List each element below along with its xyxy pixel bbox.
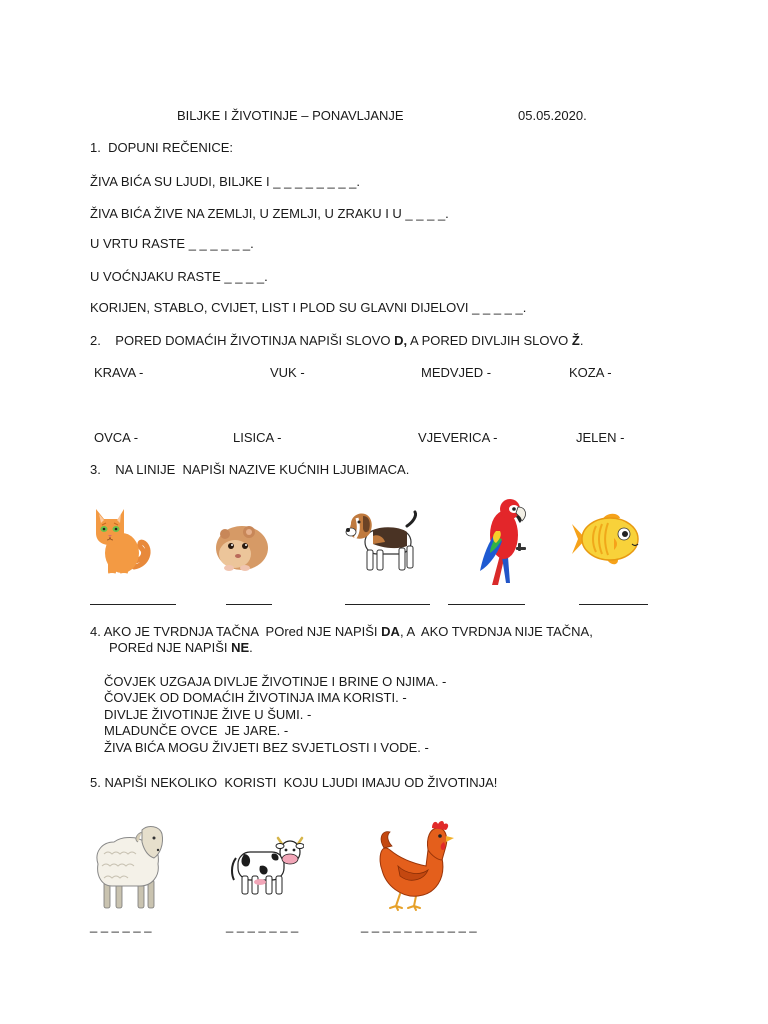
q2-number: 2. [90, 333, 101, 348]
q3-instruction [90, 462, 409, 478]
pet-answer-line-4[interactable] [448, 604, 525, 605]
q2-animal-ovca: OVCA - [94, 430, 139, 445]
hen-icon [376, 820, 456, 912]
q4-statement-1: ČOVJEK UZGAJA DIVLJE ŽIVOTINJE I BRINE O NJIMA. - [104, 674, 447, 689]
q5-blank-1[interactable]: _ _ _ _ _ _ [90, 918, 152, 933]
cat-icon [88, 505, 154, 577]
q2-animal-vuk: VUK - [270, 365, 305, 380]
q2-animal-vjeverica: VJEVERICA - [418, 430, 498, 445]
pet-answer-line-1[interactable] [90, 604, 176, 605]
q2-animal-lisica: LISICA - [233, 430, 282, 445]
hamster-icon [211, 518, 269, 574]
q1-heading: 1. DOPUNI REČENICE: [90, 140, 234, 155]
worksheet-title: BILJKE I ŽIVOTINJE – PONAVLJANJE [177, 108, 404, 123]
worksheet-date: 05.05.2020. [518, 108, 587, 123]
q2-animal-koza: KOZA - [569, 365, 612, 380]
dog-icon [343, 508, 423, 578]
q4-statement-2: ČOVJEK OD DOMAĆIH ŽIVOTINJA IMA KORISTI. - [104, 690, 407, 705]
q2-bold-d: D, [394, 333, 408, 348]
q1-line-1: ŽIVA BIĆA SU LJUDI, BILJKE I _ _ _ _ _ _ _ _. [90, 174, 360, 189]
q4-instruction-line-1 [90, 624, 593, 640]
parrot-icon [472, 495, 530, 587]
cow-icon [230, 836, 304, 900]
q4-bold-da: DA [381, 624, 400, 639]
q4-instruction-line-2 [109, 640, 253, 656]
q4-line1-before: 4. AKO JE TVRDNJA TAČNA POred NJE NAPIŠI [90, 624, 382, 639]
fish-icon [572, 510, 642, 568]
q4-statement-3: DIVLJE ŽIVOTINJE ŽIVE U ŠUMI. - [104, 707, 312, 722]
q5-blank-3[interactable]: _ _ _ _ _ _ _ _ _ _ _ [361, 918, 477, 933]
q4-line1-after: , A AKO TVRDNJA NIJE TAČNA, [399, 624, 593, 639]
q4-line2-after: . [249, 640, 253, 655]
q2-animal-jelen: JELEN - [576, 430, 625, 445]
q4-statement-4: MLADUNČE OVCE JE JARE. - [104, 723, 289, 738]
sheep-icon [92, 824, 166, 912]
q2-animal-krava: KRAVA - [94, 365, 144, 380]
q2-text-after: . [579, 333, 584, 348]
q5-blank-2[interactable]: _ _ _ _ _ _ _ [226, 918, 299, 933]
q2-animal-medvjed: MEDVJED - [421, 365, 492, 380]
q2-text-before: PORED DOMAĆIH ŽIVOTINJA NAPIŠI SLOVO [115, 333, 395, 348]
q2-text-middle: A PORED DIVLJIH SLOVO [407, 333, 572, 348]
q1-line-3: U VRTU RASTE _ _ _ _ _ _. [90, 236, 254, 251]
q2-bold-z: Ž [571, 333, 580, 348]
q3-number: 3. [90, 462, 101, 477]
q4-bold-ne: NE [231, 640, 250, 655]
q1-line-4: U VOĆNJAKU RASTE _ _ _ _. [90, 269, 268, 284]
pet-answer-line-3[interactable] [345, 604, 430, 605]
q4-statement-5: ŽIVA BIĆA MOGU ŽIVJETI BEZ SVJETLOSTI I VODE. - [104, 740, 429, 755]
q5-instruction: 5. NAPIŠI NEKOLIKO KORISTI KOJU LJUDI IMAJU OD ŽIVOTINJA! [90, 775, 498, 790]
q3-text: NA LINIJE NAPIŠI NAZIVE KUĆNIH LJUBIMACA. [115, 462, 410, 477]
q2-instruction [90, 333, 583, 349]
pet-answer-line-5[interactable] [579, 604, 648, 605]
pet-answer-line-2[interactable] [226, 604, 272, 605]
q1-line-2: ŽIVA BIĆA ŽIVE NA ZEMLJI, U ZEMLJI, U ZRAKU I U _ _ _ _. [90, 206, 449, 221]
q1-line-5: KORIJEN, STABLO, CVIJET, LIST I PLOD SU GLAVNI DIJELOVI _ _ _ _ _. [90, 300, 527, 315]
q4-line2-before: POREd NJE NAPIŠI [109, 640, 232, 655]
